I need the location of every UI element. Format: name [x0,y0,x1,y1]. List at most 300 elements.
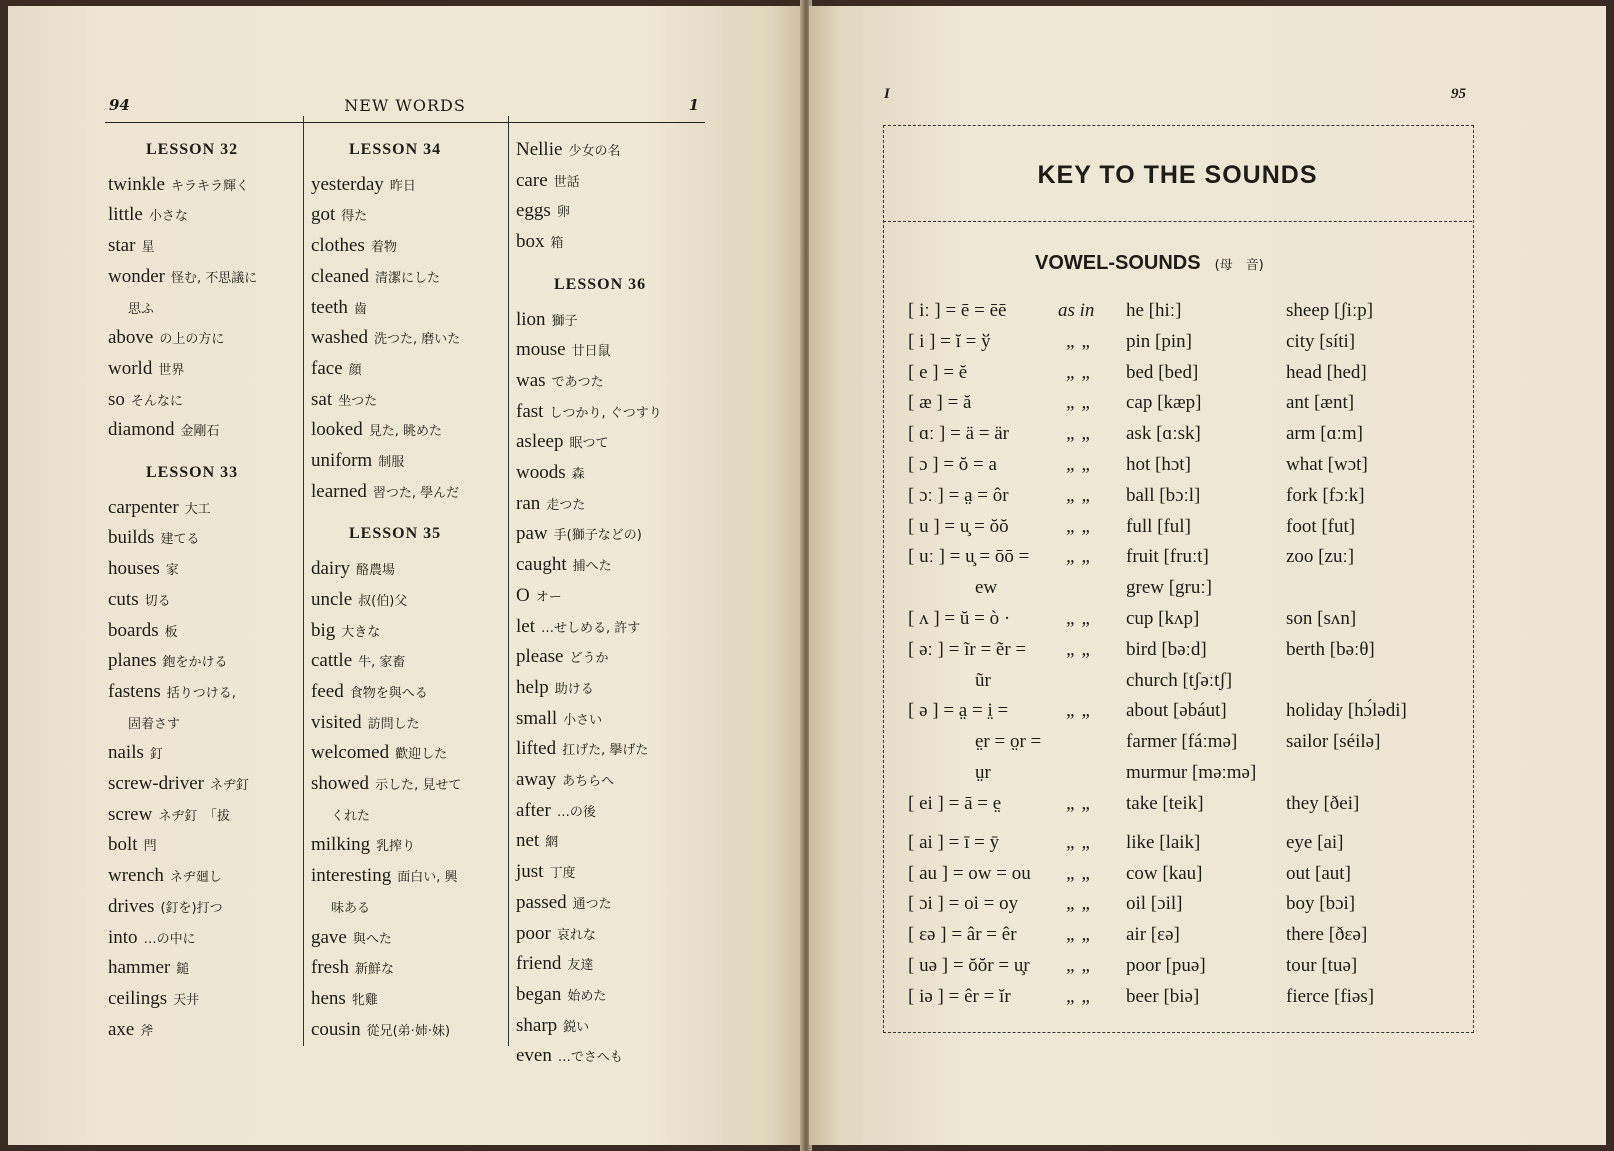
as-in-marker: „ „ [1066,831,1092,853]
vocab-entry [311,358,362,380]
japanese-gloss: 通つた [572,896,612,912]
vocab-entry [516,923,596,945]
english-word: drives [108,895,155,917]
vocab-entry [516,139,620,161]
japanese-gloss: 齒 [353,301,367,317]
example-word-1: cup [kʌp] [1126,608,1200,629]
vocab-entry [516,646,609,668]
english-word: boards [108,619,159,641]
vocab-entry [311,620,380,642]
vocab-entry [516,984,606,1006]
gloss-continuation [331,896,370,918]
english-word: clothes [311,235,365,257]
english-word: cattle [311,650,353,672]
english-word: asleep [516,431,564,453]
japanese-gloss: 從兄(弟·姉·妹) [366,1023,451,1039]
vocab-entry [311,419,442,441]
phonetic-symbol: [ ə ] = a̤ = i̤ = [908,700,1009,722]
vocab-entry [516,830,558,852]
vocab-entry [516,431,609,453]
as-in-marker: as in [1058,300,1095,321]
vocab-entry [311,957,394,979]
english-word: visited [311,711,362,733]
as-in-marker: „ „ [1066,330,1092,352]
vocab-entry [311,266,440,288]
example-word-1: farmer [fáːmə] [1126,731,1238,753]
japanese-gloss: 清潔にした [375,270,441,286]
japanese-gloss: 大きな [341,624,381,640]
example-word-2: son [sʌn] [1286,608,1357,629]
english-word: looked [311,419,363,441]
vocab-entry [108,620,178,642]
key-title-box [883,125,1472,222]
example-word-1: cow [kau] [1126,862,1203,884]
english-word: interesting [311,865,392,887]
japanese-gloss: 眠つて [569,436,609,452]
vocab-entry [311,389,377,411]
english-word: eggs [516,200,551,222]
japanese-gloss: 世界 [158,362,185,378]
japanese-gloss: 扛げた, 擧げた [562,743,649,759]
phonetic-symbol: [ ei ] = ā = e̤ [908,792,1002,814]
japanese-gloss: そんなに [130,393,183,409]
as-in-marker: „ „ [1066,484,1092,506]
english-word: got [311,204,336,226]
as-in-marker: „ „ [1066,423,1092,445]
example-word-1: ask [ɑːsk] [1126,423,1201,445]
vocab-entry [516,953,593,975]
example-word-2: fork [fɔːk] [1286,484,1365,506]
japanese-gloss: 訪問した [367,716,420,732]
english-word: houses [108,558,160,580]
english-word: nails [108,742,144,764]
japanese-gloss: 金剛石 [180,424,220,440]
phonetic-symbol: [ ɔ ] = ŏ = a [908,454,997,475]
as-in-marker: „ „ [1066,361,1092,383]
vocab-entry [311,204,367,226]
vocab-entry [108,204,188,226]
vowel-sounds-heading [1035,252,1264,275]
example-word-1: oil [ɔil] [1126,893,1183,915]
english-word: planes [108,650,157,672]
vocab-entry [108,327,224,349]
english-word: lion [516,308,546,330]
vocab-entry [516,800,596,822]
vocab-entry [516,170,580,192]
lesson-heading: LESSON 35 [349,525,442,543]
as-in-marker: „ „ [1066,700,1092,722]
english-word: diamond [108,419,175,441]
phonetic-symbol: [ i ] = ĭ = ў [908,330,991,352]
example-word-1: about [əbáut] [1126,700,1227,722]
example-word-1: he [hiː] [1126,300,1182,321]
example-word-1: fruit [fruːt] [1126,546,1209,568]
phonetic-symbol: [ ɑː ] = ä = är [908,423,1009,445]
english-word: O [516,584,530,606]
vocab-entry [108,681,236,703]
japanese-gloss: 斧 [140,1023,154,1039]
vocab-entry [108,419,220,441]
page-number: 95 [1451,86,1466,102]
example-word-1: pin [pin] [1126,330,1192,352]
english-word: let [516,615,535,637]
lesson-heading: LESSON 34 [349,141,442,158]
japanese-gloss: 顔 [348,362,362,378]
japanese-gloss: 廿日鼠 [571,344,611,360]
english-word: fresh [311,957,349,979]
english-word: poor [516,922,551,944]
as-in-marker: „ „ [1066,546,1092,568]
english-word: learned [311,480,367,502]
example-word-2: what [wɔt] [1286,454,1368,475]
english-word: teeth [311,296,348,318]
vowel-sounds-jp: (母 音) [1214,258,1264,273]
english-word: milking [311,834,371,856]
vocab-entry [311,235,397,257]
vocab-entry [108,957,189,979]
phonetic-symbol: ũr [975,669,991,691]
as-in-marker: „ „ [1066,862,1092,884]
japanese-gloss: 制服 [378,455,405,470]
japanese-gloss: 怪む, 不思議に [170,270,258,286]
english-word: after [516,799,551,821]
japanese-gloss: 與へた [352,931,392,947]
english-word: just [516,861,544,883]
gloss-continuation [128,297,154,319]
phonetic-symbol: [ ɔi ] = oi = oy [908,893,1019,915]
vocab-entry [516,339,611,361]
japanese-gloss: 獅子 [551,313,578,329]
vocab-entry [108,235,154,257]
japanese-gloss: 網 [545,835,559,851]
english-word: cuts [108,588,139,610]
japanese-gloss: 友達 [567,958,594,974]
english-word: above [108,327,154,349]
phonetic-symbol: ṳr [975,762,991,783]
phonetic-symbol: [ iː ] = ē = ēē [908,300,1007,321]
phonetic-symbol: [ æ ] = ă [908,392,972,414]
english-word: world [108,357,153,379]
english-word: fastens [108,680,161,702]
vocab-entry [108,650,228,672]
lesson-heading: LESSON 33 [146,464,239,481]
example-word-2: eye [ai] [1286,831,1344,853]
section-marker: 1 [688,96,699,114]
japanese-gloss: 叔(伯)父 [358,593,408,609]
english-word: box [516,231,545,253]
phonetic-symbol: ew [975,577,998,599]
japanese-gloss: 思ふ [128,301,155,317]
english-word: paw [516,523,548,545]
vocab-entry [516,769,614,791]
example-word-1: beer [biə] [1126,985,1200,1007]
english-word: please [516,646,564,668]
vocab-entry [311,174,416,196]
english-word: hens [311,987,346,1009]
example-word-1: air [ɛə] [1126,924,1180,946]
english-word: dairy [311,558,351,580]
english-word: bolt [108,834,138,856]
example-word-1: take [teik] [1126,792,1204,814]
phonetic-symbol: [ uə ] = ŏŏr = u̧r [908,955,1030,976]
vocab-entry [108,742,163,764]
example-word-2: berth [bəːθ] [1286,638,1375,660]
as-in-marker: „ „ [1066,515,1092,537]
section-marker: I [884,86,890,102]
vocab-entry [516,523,642,545]
phonetic-symbol: [ au ] = ow = ou [908,862,1031,884]
english-word: ran [516,492,541,514]
japanese-gloss: 星 [141,240,155,256]
as-in-marker: „ „ [1066,392,1092,414]
english-word: cleaned [311,265,370,287]
phonetic-symbol: [ ai ] = ī = ȳ [908,831,1000,853]
japanese-gloss: 坐つた [338,393,378,409]
vocab-entry [516,616,640,638]
vocab-entry [108,773,249,795]
english-word: ceilings [108,987,168,1009]
japanese-gloss: 着物 [370,240,397,256]
english-word: showed [311,773,370,794]
japanese-gloss: 始めた [567,988,607,1004]
english-word: feed [311,680,344,702]
english-word: mouse [516,339,566,361]
phonetic-symbol: [ əː ] = ĩr = ẽr = [908,638,1027,660]
example-word-2: zoo [zuː] [1286,546,1355,568]
vocab-entry [311,865,457,887]
english-word: was [516,369,546,391]
english-word: twinkle [108,173,165,195]
example-word-1: like [laik] [1126,831,1201,853]
english-word: sharp [516,1014,558,1036]
example-word-2: out [aut] [1286,862,1351,884]
vocab-entry [311,589,407,611]
vocab-entry [108,804,230,826]
example-word-1: church [tʃəːtʃ] [1126,669,1233,691]
english-word: builds [108,527,155,549]
example-word-2: ant [ænt] [1286,392,1355,414]
vocab-entry [108,927,196,949]
japanese-gloss: 示した, 見せて [375,778,462,793]
english-word: care [516,169,548,191]
japanese-gloss: 助ける [554,681,594,697]
english-word: screw [108,803,153,825]
japanese-gloss: 走つた [546,497,586,513]
japanese-gloss: 少女の名 [568,144,621,159]
japanese-gloss: 歡迎した [395,747,448,763]
vocab-entry [516,892,612,914]
vocab-entry [108,1019,153,1041]
japanese-gloss: オー [535,589,562,605]
japanese-gloss: 乳搾り [376,839,416,855]
as-in-marker: „ „ [1066,985,1092,1007]
japanese-gloss: であつた [551,374,604,390]
vocab-entry [516,462,585,484]
japanese-gloss: ネヂ廻し [169,870,222,886]
english-word: into [108,926,138,948]
english-word: so [108,388,125,410]
vocab-entry [108,527,199,549]
example-word-1: grew [gruː] [1126,577,1212,599]
vocab-entry [516,554,612,576]
japanese-gloss: 切る [144,593,171,609]
vocab-entry [311,927,392,949]
phonetic-symbol: [ ʌ ] = ŭ = ò · [908,608,1011,629]
vocab-entry [516,708,602,730]
japanese-gloss: あちらへ [562,774,615,789]
japanese-gloss: 大工 [184,501,211,517]
vocab-entry [108,834,157,856]
vocab-entry [108,589,171,611]
page-number: 94 [109,96,130,114]
vocab-entry [108,389,183,411]
vocab-entry [311,681,428,703]
example-word-2: there [ðɛə] [1286,924,1368,946]
japanese-gloss: …の中に [143,931,196,947]
japanese-gloss: …せしめる, 許す [541,620,641,636]
japanese-gloss: …でさへも [557,1050,623,1066]
english-word: wrench [108,865,164,887]
lesson-heading: LESSON 32 [146,141,239,158]
english-word: yesterday [311,173,384,195]
as-in-marker: „ „ [1066,955,1092,976]
japanese-gloss: ネヂ釘 「拔 [158,808,230,824]
example-word-1: hot [hɔt] [1126,454,1191,475]
english-word: hammer [108,957,171,979]
example-word-1: full [ful] [1126,515,1191,537]
gloss-continuation [331,804,370,826]
english-word: uniform [311,450,373,471]
example-word-2: they [ðei] [1286,792,1360,814]
japanese-gloss: 丁度 [549,866,576,882]
japanese-gloss: 箱 [550,236,564,252]
as-in-marker: „ „ [1066,893,1092,915]
vocab-entry [311,650,405,672]
vocab-entry [311,297,367,319]
japanese-gloss: 手(獅子などの) [553,528,642,544]
japanese-gloss: 習つた, 學んだ [372,485,460,501]
japanese-gloss: 洗つた, 磨いた [373,332,461,348]
example-word-1: bird [bəːd] [1126,638,1207,660]
vocab-entry [516,200,570,222]
vowel-sounds-title: VOWEL-SOUNDS [1035,252,1201,274]
vocab-entry [516,401,662,423]
vocab-entry [516,738,648,760]
vocab-entry [311,327,460,349]
english-word: fast [516,400,544,422]
vocab-entry [516,677,594,699]
english-word: away [516,769,557,790]
japanese-gloss: 括りつける, [166,685,236,701]
japanese-gloss: 小さな [148,209,188,225]
as-in-marker: „ „ [1066,608,1092,629]
vocab-entry [516,370,604,392]
as-in-marker: „ „ [1066,924,1092,946]
japanese-gloss: 新鮮な [354,962,394,978]
vocab-entry [108,865,222,887]
japanese-gloss: 小さい [563,712,603,728]
example-word-2: sailor [séilə] [1286,731,1381,753]
example-word-2: tour [tuə] [1286,955,1358,976]
english-word: woods [516,462,566,483]
vocab-entry [108,358,184,380]
vocab-entry [108,266,257,288]
left-page [8,6,803,1145]
vocab-entry [311,988,378,1010]
vocab-entry [108,174,249,196]
lesson-heading: LESSON 36 [554,275,647,293]
english-word: washed [311,327,368,349]
english-word: passed [516,891,567,913]
japanese-gloss: 世話 [553,174,580,190]
vocab-entry [108,896,223,918]
english-word: gave [311,926,347,948]
running-head [105,92,705,123]
vocab-entry [516,1015,589,1037]
phonetic-symbol: [ iə ] = êr = ĭr [908,985,1011,1007]
english-word: Nellie [516,139,563,160]
english-word: screw-driver [108,773,205,794]
phonetic-symbol: e̤r = o̤r = [975,731,1042,753]
english-word: little [108,204,143,226]
english-word: cousin [311,1018,361,1040]
japanese-gloss: 見た, 眺めた [368,424,442,440]
vocab-entry [311,481,459,503]
vocab-entry [108,497,211,519]
english-word: began [516,983,562,1005]
example-word-1: bed [bed] [1126,361,1199,383]
vocab-entry [516,493,585,515]
japanese-gloss: ネヂ釘 [210,778,250,793]
example-word-2: holiday [hɔ́lədi] [1286,700,1407,722]
english-word: uncle [311,588,353,610]
japanese-gloss: 釘 [149,747,163,763]
column-divider [508,116,509,1046]
example-word-1: ball [bɔːl] [1126,484,1201,506]
english-word: carpenter [108,496,179,518]
japanese-gloss: 牛, 家畜 [358,655,406,671]
english-word: even [516,1045,552,1067]
key-title: KEY TO THE SOUNDS [1037,161,1318,189]
japanese-gloss: の上の方に [159,332,225,348]
vocab-entry [311,773,461,795]
japanese-gloss: 捕へた [572,559,612,575]
english-word: caught [516,554,567,576]
japanese-gloss: …の後 [556,804,596,820]
japanese-gloss: 面白い, 興 [397,870,458,886]
vocab-entry [108,988,199,1010]
japanese-gloss: 鋭い [563,1019,590,1035]
english-word: friend [516,953,562,975]
example-word-1: poor [puə] [1126,955,1206,976]
example-word-2: city [síti] [1286,330,1356,352]
vocab-entry [516,309,578,331]
japanese-gloss: どうか [569,651,609,667]
japanese-gloss: (釘を)打つ [160,900,223,916]
page-title: NEW WORDS [344,96,466,115]
column-divider [303,116,304,1046]
english-word: net [516,830,540,852]
vocab-entry [311,742,447,764]
vocab-entry [311,712,420,734]
vocab-entry [516,1045,623,1067]
phonetic-symbol: [ u ] = u̧ = ŏŏ [908,515,1009,537]
example-word-2: foot [fut] [1286,515,1356,537]
english-word: face [311,357,343,379]
japanese-gloss: 閂 [143,839,157,855]
example-word-2: fierce [fiəs] [1286,985,1375,1007]
japanese-gloss: 牝雞 [351,992,378,1008]
